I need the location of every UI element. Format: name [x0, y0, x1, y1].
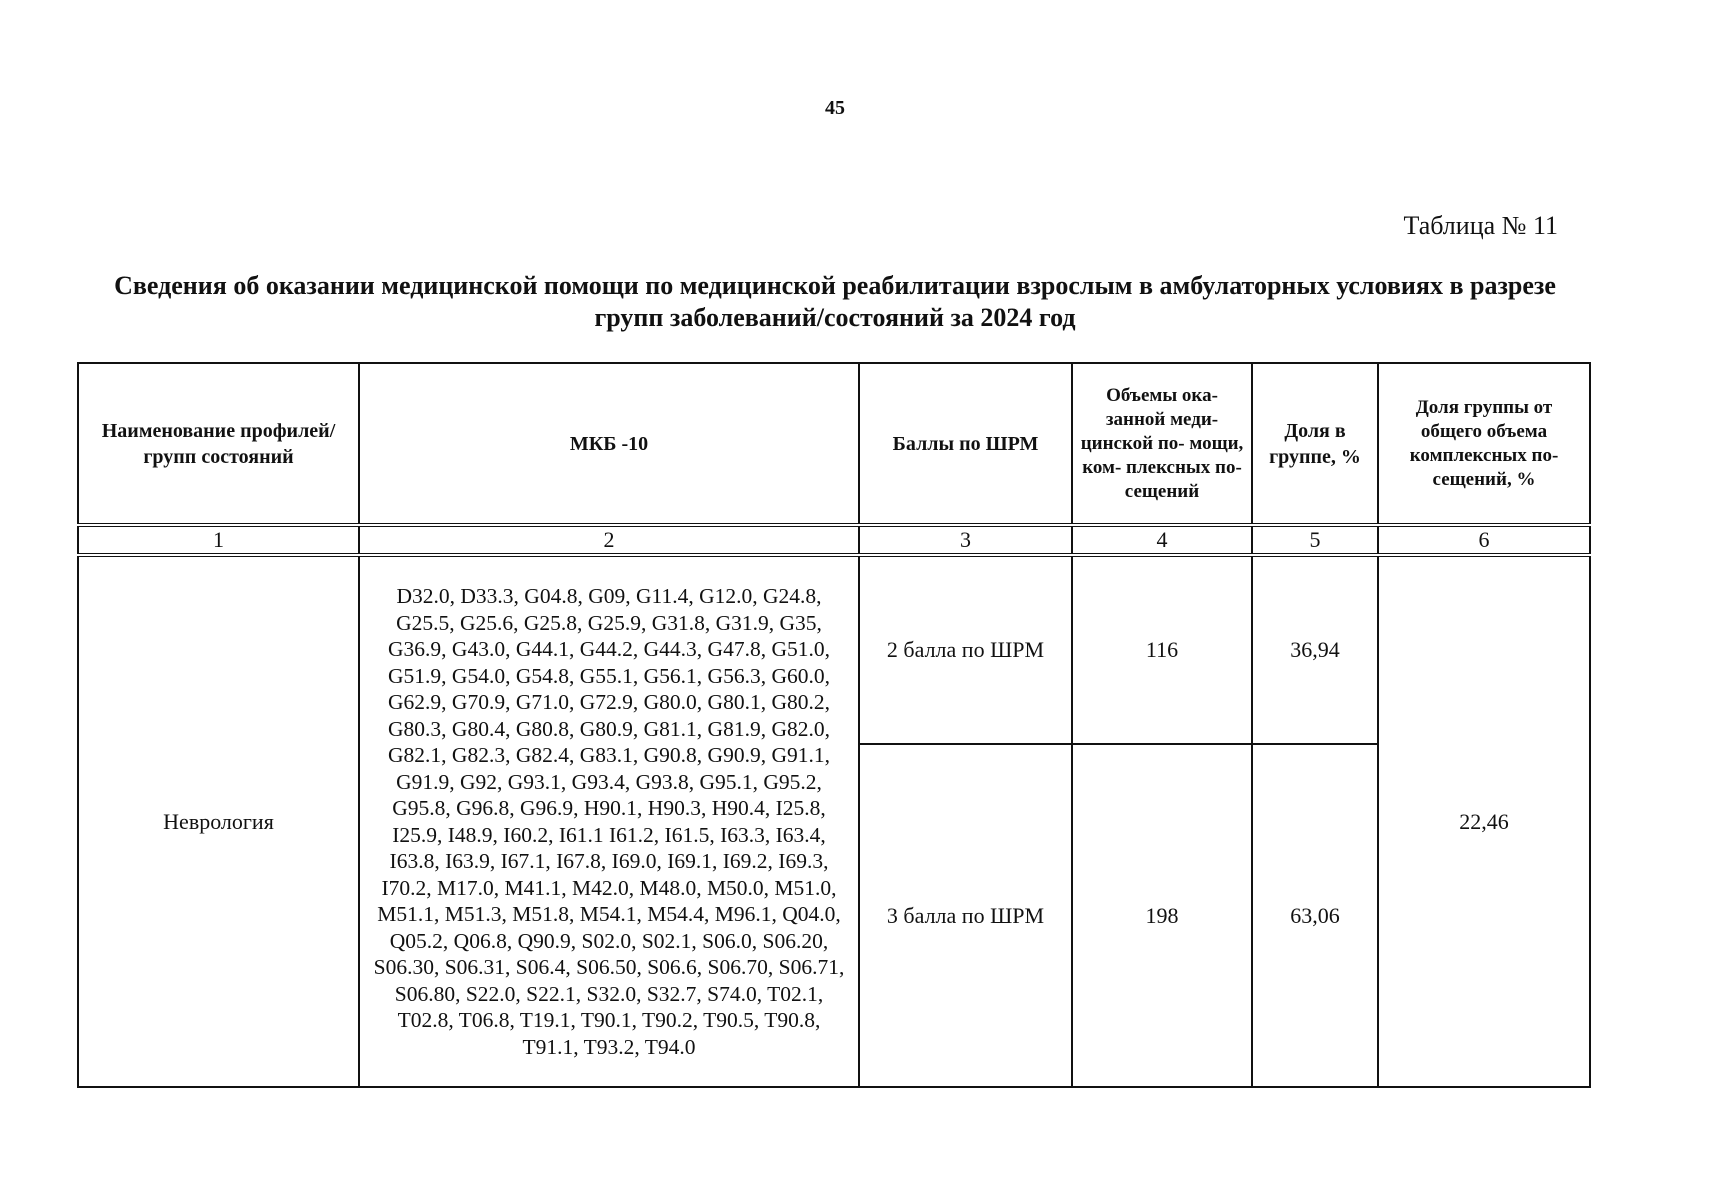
- header-share-in-group: Доля в группе, %: [1252, 363, 1378, 525]
- column-number: 2: [359, 525, 859, 555]
- profile-cell: Неврология: [78, 555, 359, 1087]
- volume-cell: 116: [1072, 555, 1252, 744]
- header-group-share: Доля группы от общего объема комплексных по- сещений, %: [1378, 363, 1590, 525]
- header-profile: Наименование профилей/групп состояний: [78, 363, 359, 525]
- score-cell: 2 балла по ШРМ: [859, 555, 1072, 744]
- column-number: 3: [859, 525, 1072, 555]
- document-title: Сведения об оказании медицинской помощи по медицинской реабилитации взрослым в амбулаторных условиях в разрезе групп заболеваний/состояний за 2024 год: [114, 271, 1556, 332]
- column-number-row: [78, 525, 1590, 555]
- share-cell: 63,06: [1252, 744, 1378, 1087]
- column-number: 5: [1252, 525, 1378, 555]
- column-number: 4: [1072, 525, 1252, 555]
- page-number: 45: [825, 97, 845, 119]
- header-icd10: МКБ -10: [359, 363, 859, 525]
- column-number: 6: [1378, 525, 1590, 555]
- header-row: [78, 363, 1590, 525]
- group-share-cell: 22,46: [1378, 555, 1590, 1087]
- share-cell: 36,94: [1252, 555, 1378, 744]
- table-number: Таблица № 11: [1403, 211, 1558, 240]
- icd10-codes-cell: D32.0, D33.3, G04.8, G09, G11.4, G12.0, G24.8, G25.5, G25.6, G25.8, G25.9, G31.8, G31.9, G35, G36.9, G43.0, G44.1, G44.2, G44.3, G47.8, G51.0, G51.9, G54.0, G54.8, G55.1, G56.1, G56.3, G60.0, G62.9, G70.9, G71.0, G72.9, G80.0, G80.1, G80.2, G80.3, G80.4, G80.8, G80.9, G81.1, G81.9, G82.0, G82.1, G82.3, G82.4, G83.1, G90.8, G90.9, G91.1, G91.9, G92, G93.1, G93.4, G93.8, G95.1, G95.2, G95.8, G96.8, G96.9, H90.1, H90.3, H90.4, I25.8, I25.9, I48.9, I60.2, I61.1 I61.2, I61.5, I63.3, I63.4, I63.8, I63.9, I67.1, I67.8, I69.0, I69.1, I69.2, I69.3, I70.2, M17.0, M41.1, M42.0, M48.0, M50.0, M51.0, M51.1, M51.3, M51.8, M54.1, M54.4, M96.1, Q04.0, Q05.2, Q06.8, Q90.9, S02.0, S02.1, S06.0, S06.20, S06.30, S06.31, S06.4, S06.50, S06.6, S06.70, S06.71, S06.80, S22.0, S22.1, S32.0, S32.7, S74.0, T02.1, T02.8, T06.8, T19.1, T90.1, T90.2, T90.5, T90.8, T91.1, T93.2, T94.0: [359, 555, 859, 1087]
- score-cell: 3 балла по ШРМ: [859, 744, 1072, 1087]
- data-table: [77, 362, 1591, 1088]
- header-score: Баллы по ШРМ: [859, 363, 1072, 525]
- table-row: [78, 555, 1590, 744]
- column-number: 1: [78, 525, 359, 555]
- header-volume: Объемы ока- занной меди- цинской по- мощи, ком- плексных по- сещений: [1072, 363, 1252, 525]
- volume-cell: 198: [1072, 744, 1252, 1087]
